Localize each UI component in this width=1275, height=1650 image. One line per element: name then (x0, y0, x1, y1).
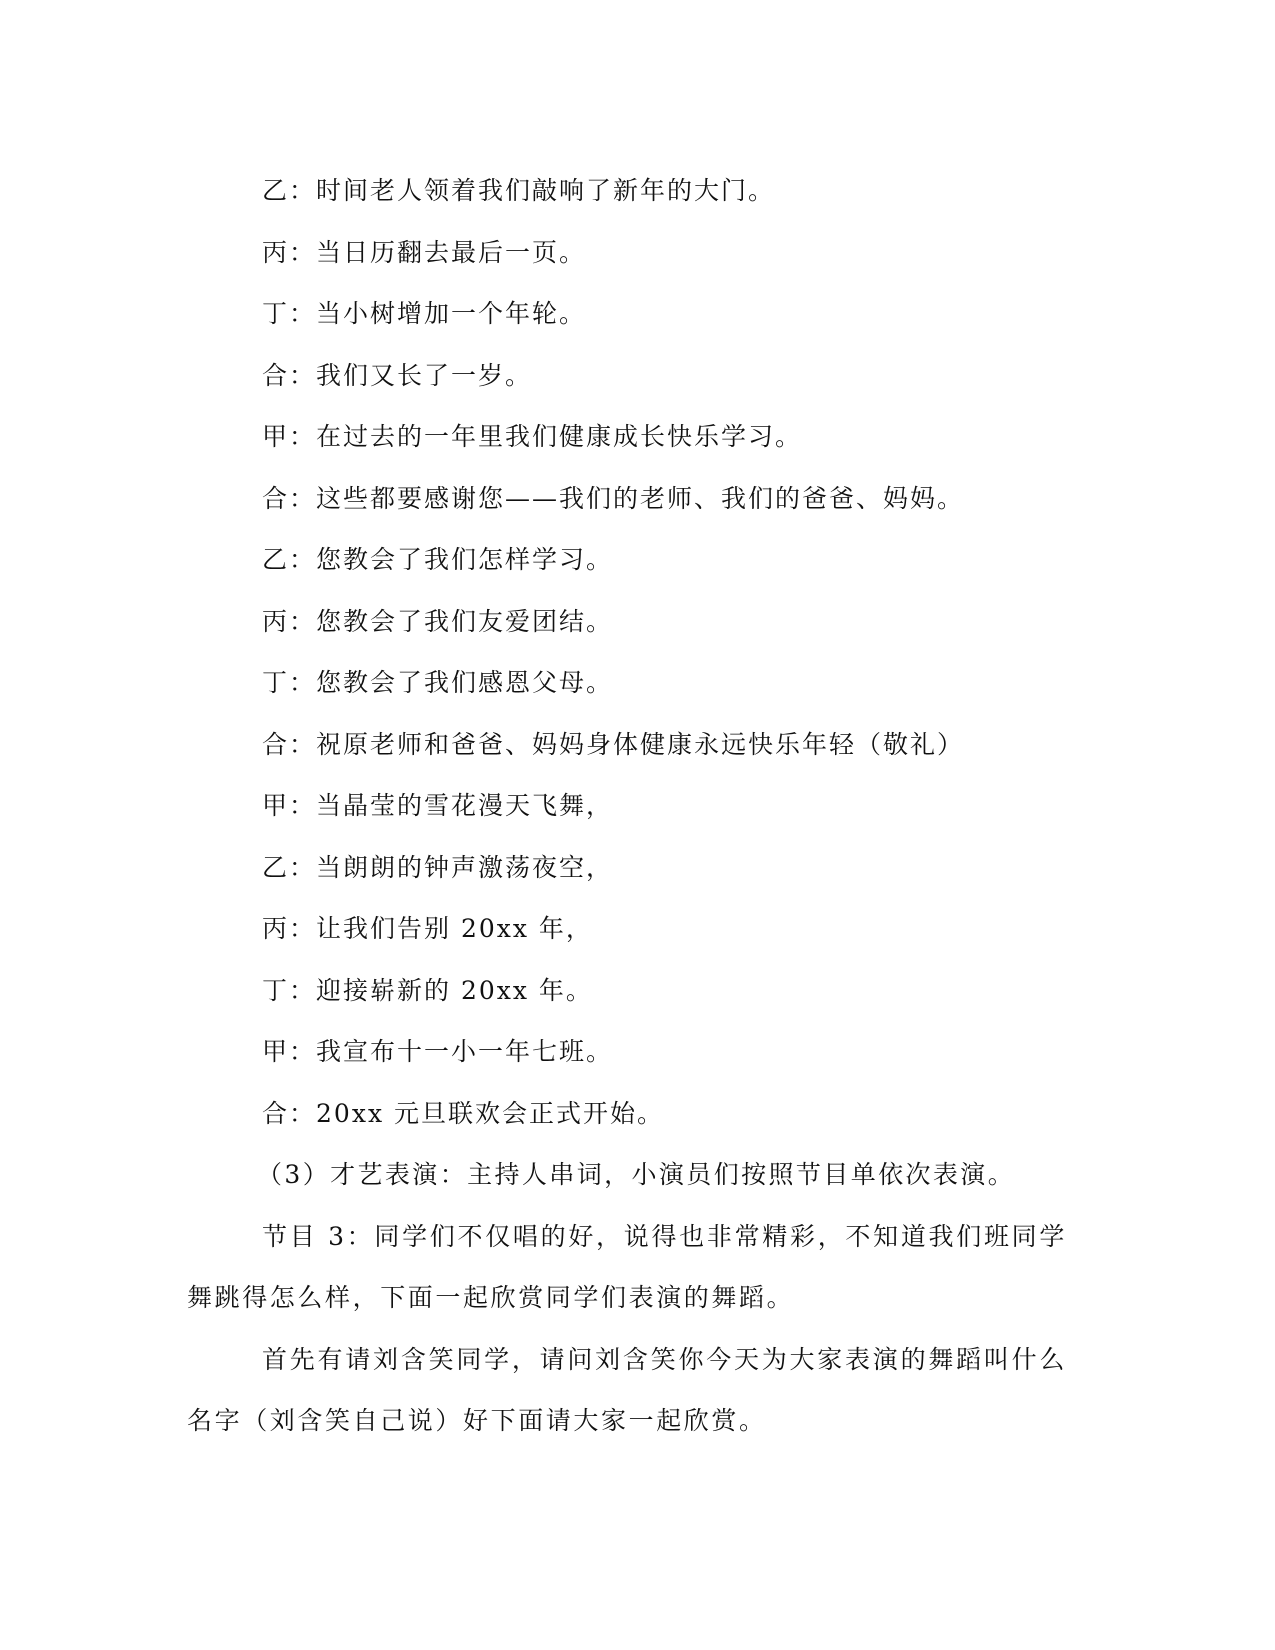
dialogue-line: 丙：当日历翻去最后一页。 (262, 237, 587, 267)
dialogue-line: 合：这些都要感谢您——我们的老师、我们的爸爸、妈妈。 (262, 483, 965, 513)
paragraph: 节目 3：同学们不仅唱的好，说得也非常精彩，不知道我们班同学舞跳得怎么样，下面一起欣赏同学们表演的舞蹈。 (187, 1221, 1067, 1312)
dialogue-text: 在过去的一年里我们健康成长快乐学习。 (316, 422, 803, 451)
speaker-label: 甲 (262, 422, 290, 451)
dialogue-text: 我宣布十一小一年七班。 (316, 1037, 614, 1066)
dialogue-text: 20xx 元旦联欢会正式开始。 (316, 1098, 664, 1128)
speaker-label: 丁 (262, 975, 290, 1005)
dialogue-text: 当朗朗的钟声激荡夜空， (316, 852, 614, 882)
section-heading: （3）才艺表演：主持人串词，小演员们按照节目单依次表演。 (257, 1160, 1016, 1189)
dialogue-text: 当小树增加一个年轮。 (316, 299, 587, 328)
dialogue-line: 乙：您教会了我们怎样学习。 (262, 545, 614, 574)
dialogue-line: 合：我们又长了一岁。 (262, 360, 533, 390)
speaker-label: 乙 (262, 176, 290, 205)
speaker-label: 丁 (262, 299, 290, 328)
speaker-label: 丙 (262, 606, 290, 636)
dialogue-line: 乙：当朗朗的钟声激荡夜空， (262, 852, 614, 882)
dialogue-line: 丙：您教会了我们友爱团结。 (262, 606, 614, 636)
dialogue-line: 丁：您教会了我们感恩父母。 (262, 668, 614, 697)
dialogue-text: 时间老人领着我们敲响了新年的大门。 (316, 176, 776, 205)
speaker-label: 丙 (262, 914, 290, 943)
dialogue-line: 合：祝原老师和爸爸、妈妈身体健康永远快乐年轻（敬礼） (262, 729, 965, 759)
speaker-label: 合 (262, 483, 290, 513)
dialogue-line: 丁：迎接崭新的 20xx 年。 (262, 975, 593, 1005)
speaker-label: 甲 (262, 1037, 290, 1066)
dialogue-line: 甲：我宣布十一小一年七班。 (262, 1037, 614, 1066)
dialogue-line: 甲：当晶莹的雪花漫天飞舞， (262, 791, 614, 820)
dialogue-text: 当日历翻去最后一页。 (316, 237, 587, 267)
dialogue-line: 乙：时间老人领着我们敲响了新年的大门。 (262, 176, 776, 205)
dialogue-line: 合：20xx 元旦联欢会正式开始。 (262, 1098, 664, 1128)
speaker-label: 乙 (262, 545, 290, 574)
document-body (187, 160, 1067, 1452)
dialogue-line: 甲：在过去的一年里我们健康成长快乐学习。 (262, 422, 803, 451)
dialogue-line: 丁：当小树增加一个年轮。 (262, 299, 587, 328)
speaker-label: 合 (262, 729, 290, 759)
speaker-label: 丙 (262, 237, 290, 267)
dialogue-text: 迎接崭新的 20xx 年。 (316, 975, 593, 1005)
paragraph: 首先有请刘含笑同学，请问刘含笑你今天为大家表演的舞蹈叫什么名字（刘含笑自己说）好下面请大家一起欣赏。 (187, 1344, 1067, 1435)
dialogue-text: 当晶莹的雪花漫天飞舞， (316, 791, 614, 820)
speaker-label: 乙 (262, 852, 290, 882)
dialogue-text: 我们又长了一岁。 (316, 360, 533, 390)
speaker-label: 合 (262, 360, 290, 390)
dialogue-text: 您教会了我们友爱团结。 (316, 606, 614, 636)
dialogue-text: 祝原老师和爸爸、妈妈身体健康永远快乐年轻（敬礼） (316, 729, 965, 759)
dialogue-line: 丙：让我们告别 20xx 年， (262, 914, 593, 943)
dialogue-text: 您教会了我们怎样学习。 (316, 545, 614, 574)
speaker-label: 合 (262, 1098, 290, 1128)
dialogue-text: 您教会了我们感恩父母。 (316, 668, 614, 697)
speaker-label: 丁 (262, 668, 290, 697)
speaker-label: 甲 (262, 791, 290, 820)
dialogue-text: 让我们告别 20xx 年， (316, 914, 593, 943)
dialogue-text: 这些都要感谢您——我们的老师、我们的爸爸、妈妈。 (316, 483, 965, 513)
